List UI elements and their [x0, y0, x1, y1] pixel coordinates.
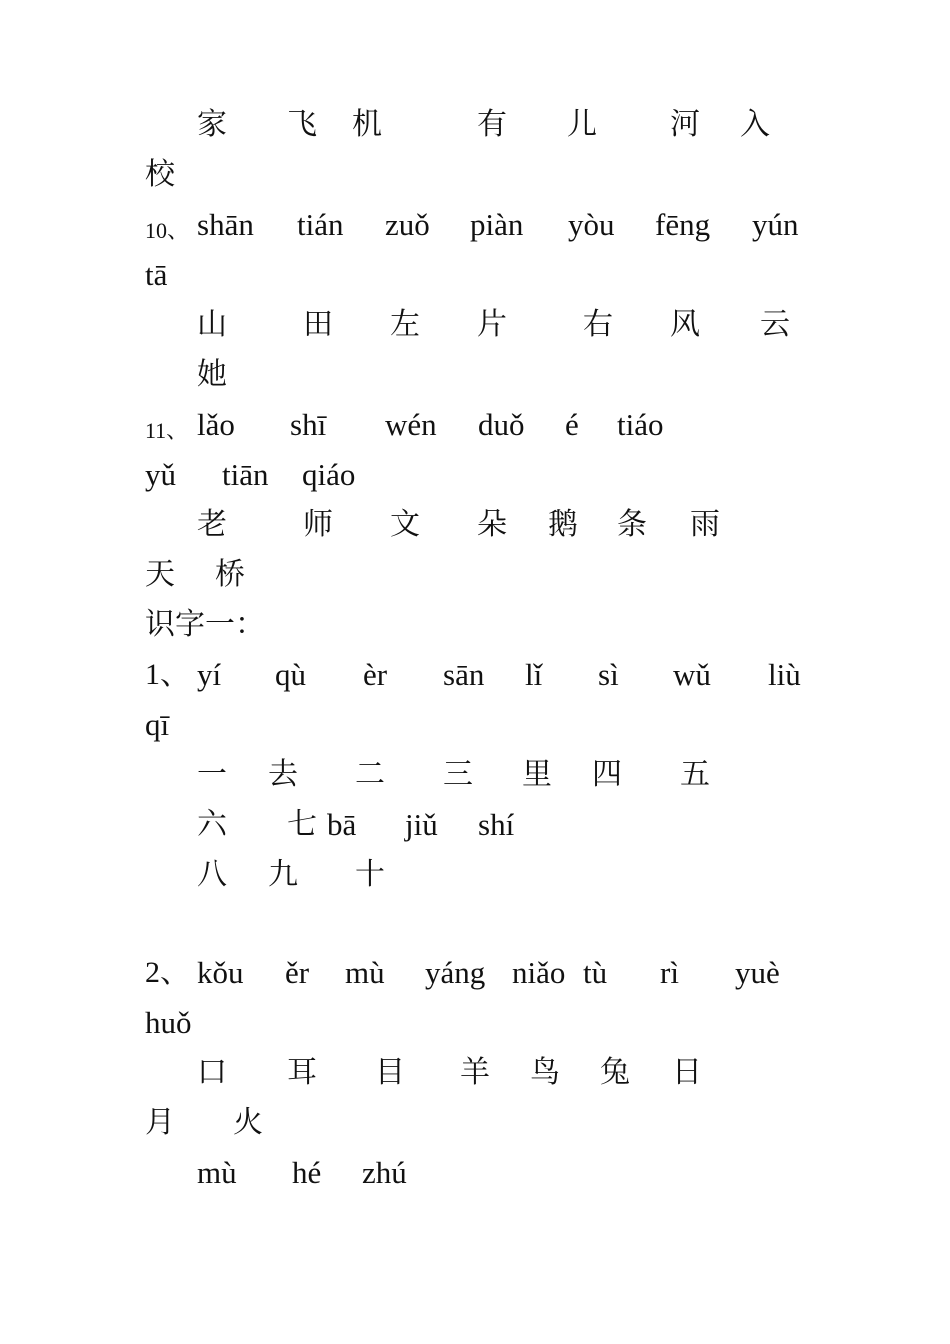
- pinyin-word: tián: [297, 207, 344, 242]
- hanzi-char: 识字一：: [145, 607, 265, 642]
- hanzi-char: 左: [390, 307, 420, 342]
- hanzi-char: 师: [303, 507, 333, 542]
- pinyin-word: niǎo: [512, 955, 566, 990]
- hanzi-char: 鹅: [548, 507, 578, 542]
- text-line: [0, 203, 950, 247]
- item-number: 2、: [145, 956, 190, 989]
- hanzi-char: 日: [672, 1055, 702, 1090]
- pinyin-word: wǔ: [673, 657, 711, 692]
- text-line: [0, 103, 950, 147]
- hanzi-char: 二: [355, 757, 385, 792]
- pinyin-word: tiān: [222, 457, 269, 492]
- text-line: [0, 403, 950, 447]
- pinyin-word: duǒ: [478, 407, 525, 442]
- text-line: [0, 951, 950, 995]
- hanzi-char: 口: [197, 1055, 227, 1090]
- pinyin-word: huǒ: [145, 1005, 192, 1040]
- text-line: [0, 453, 950, 497]
- hanzi-char: 去: [268, 757, 298, 792]
- text-line: [0, 253, 950, 297]
- hanzi-char: 右: [583, 307, 613, 342]
- hanzi-char: 耳: [287, 1055, 317, 1090]
- text-line: [0, 503, 950, 547]
- hanzi-char: 家: [197, 107, 227, 142]
- hanzi-char: 有: [477, 107, 507, 142]
- hanzi-char: 校: [145, 157, 175, 192]
- pinyin-word: lǎo: [197, 407, 235, 442]
- text-line: [0, 703, 950, 747]
- pinyin-word: qiáo: [302, 457, 356, 492]
- hanzi-char: 机: [352, 107, 382, 142]
- hanzi-char: 条: [617, 507, 647, 542]
- pinyin-word: fēng: [655, 207, 711, 242]
- hanzi-char: 儿: [567, 107, 597, 142]
- pinyin-word: mù: [197, 1155, 237, 1190]
- item-number: 10、: [145, 218, 190, 243]
- pinyin-word: yáng: [425, 955, 486, 990]
- hanzi-char: 火: [233, 1105, 263, 1140]
- text-line: [0, 803, 950, 847]
- pinyin-word: bā: [327, 807, 357, 842]
- pinyin-word: wén: [385, 407, 437, 442]
- text-line: [0, 553, 950, 597]
- pinyin-word: jiǔ: [405, 807, 438, 842]
- pinyin-word: yún: [752, 207, 799, 242]
- hanzi-char: 山: [197, 307, 227, 342]
- hanzi-char: 七: [287, 807, 317, 842]
- pinyin-word: piàn: [470, 207, 524, 242]
- hanzi-char: 入: [740, 107, 770, 142]
- pinyin-word: yǔ: [145, 457, 176, 492]
- hanzi-char: 田: [303, 307, 333, 342]
- hanzi-char: 目: [375, 1055, 405, 1090]
- hanzi-char: 里: [522, 757, 552, 792]
- hanzi-char: 她: [197, 357, 227, 392]
- pinyin-word: shān: [197, 207, 254, 242]
- pinyin-word: lǐ: [525, 657, 543, 692]
- text-line: [0, 1051, 950, 1095]
- text-line: [0, 153, 950, 197]
- hanzi-char: 文: [390, 507, 420, 542]
- hanzi-char: 三: [443, 757, 473, 792]
- pinyin-word: shī: [290, 407, 327, 442]
- pinyin-word: rì: [660, 955, 679, 990]
- pinyin-word: sì: [598, 657, 619, 692]
- text-line: [0, 303, 950, 347]
- hanzi-char: 老: [197, 507, 227, 542]
- hanzi-char: 雨: [690, 507, 720, 542]
- hanzi-char: 五: [680, 757, 710, 792]
- hanzi-char: 十: [355, 857, 385, 892]
- pinyin-word: èr: [363, 657, 388, 692]
- pinyin-word: kǒu: [197, 955, 244, 990]
- pinyin-word: ěr: [285, 955, 310, 990]
- pinyin-word: yí: [197, 657, 222, 692]
- item-number: 1、: [145, 658, 190, 691]
- pinyin-word: zuǒ: [385, 207, 430, 242]
- hanzi-char: 风: [670, 307, 700, 342]
- text-line: [0, 753, 950, 797]
- pinyin-word: qī: [145, 707, 170, 742]
- text-line: [0, 603, 950, 647]
- pinyin-word: zhú: [362, 1155, 407, 1190]
- pinyin-word: tù: [583, 955, 608, 990]
- pinyin-word: liù: [768, 657, 801, 692]
- pinyin-word: qù: [275, 657, 306, 692]
- hanzi-char: 河: [670, 107, 700, 142]
- pinyin-word: tā: [145, 257, 168, 292]
- pinyin-word: hé: [292, 1155, 322, 1190]
- text-line: [0, 853, 950, 897]
- text-line: [0, 1151, 950, 1195]
- text-line: [0, 353, 950, 397]
- pinyin-word: sān: [443, 657, 485, 692]
- pinyin-word: yòu: [568, 207, 615, 242]
- text-line: [0, 1001, 950, 1045]
- pinyin-word: tiáo: [617, 407, 664, 442]
- hanzi-char: 鸟: [530, 1055, 560, 1090]
- hanzi-char: 飞: [287, 107, 317, 142]
- hanzi-char: 一: [197, 757, 227, 792]
- hanzi-char: 六: [197, 807, 227, 842]
- hanzi-char: 羊: [460, 1055, 490, 1090]
- hanzi-char: 天: [145, 557, 175, 592]
- hanzi-char: 兔: [600, 1055, 630, 1090]
- hanzi-char: 片: [477, 307, 507, 342]
- text-line: [0, 653, 950, 697]
- hanzi-char: 朵: [477, 507, 507, 542]
- hanzi-char: 云: [760, 307, 790, 342]
- pinyin-word: é: [565, 407, 579, 442]
- pinyin-word: shí: [478, 807, 515, 842]
- hanzi-char: 四: [592, 757, 622, 792]
- hanzi-char: 八: [197, 857, 227, 892]
- hanzi-char: 九: [268, 857, 298, 892]
- hanzi-char: 月: [145, 1105, 175, 1140]
- item-number: 11、: [145, 418, 189, 443]
- pinyin-word: yuè: [735, 955, 780, 990]
- text-line: [0, 1101, 950, 1145]
- pinyin-word: mù: [345, 955, 385, 990]
- hanzi-char: 桥: [215, 557, 245, 592]
